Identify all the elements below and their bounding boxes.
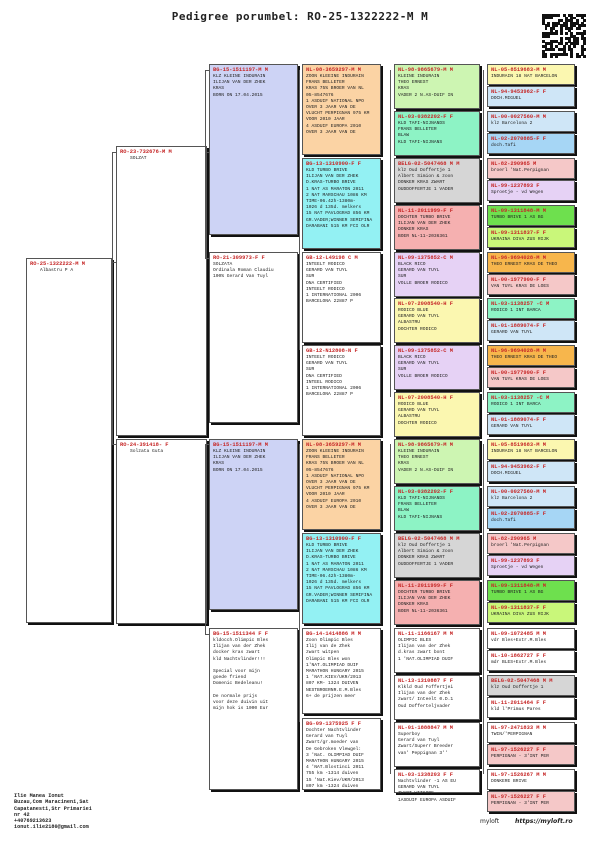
pigeon-details: PERPIGNAN - 3'INT PER: [491, 801, 549, 806]
pigeon-card[interactable]: [487, 744, 575, 765]
pigeon-details: Sproetje - vd Wegen: [491, 190, 544, 195]
ring-number: BELG-02-5047468 M M: [491, 678, 553, 684]
pigeon-card[interactable]: [302, 345, 381, 436]
pigeon-details: KLZ KLEINE INDURAIN ILIJAN VAN DER ZHEK KRAS BORN ON 17.04.2015: [213, 74, 266, 98]
pigeon-card[interactable]: [302, 439, 381, 530]
ring-number: NL-97-2471833 M M: [491, 725, 546, 731]
ring-number: NL-03-1138257 -C M: [491, 301, 550, 307]
ring-number: NL-09-1375852-C M: [398, 348, 453, 354]
ring-number: RO-25-1322222-M M: [30, 261, 85, 267]
ring-number: GB-12-N12808-N F: [306, 348, 358, 354]
ring-number: BELG-02-5047468 M M: [398, 536, 460, 542]
pigeon-card[interactable]: [487, 722, 575, 743]
ring-number: NL-07-2008540-H F: [398, 395, 453, 401]
pigeon-details: Superboy Gerard van Tuyl Zwart/Superr Breeder van' Peppignan 3'': [398, 732, 454, 756]
ring-number: RO-21-309973-F F: [213, 255, 265, 261]
ring-number: NL-97-1526227 F F: [491, 747, 546, 753]
tree-connector: [205, 444, 206, 634]
ring-number: NL-00-0027560-M M: [491, 114, 546, 120]
tree-connector: [205, 634, 209, 635]
ring-number: NL-96-9694028-M M: [491, 348, 546, 354]
pigeon-details: Sproetje - vd Wegen: [491, 565, 544, 570]
page-title: Pedigree porumbel: RO-25-1322222-M M: [171, 10, 429, 23]
pigeon-card[interactable]: [302, 252, 381, 343]
ring-number: NL-09-1375852-C M: [398, 255, 453, 261]
ring-number: NL-09-1072485 M M: [491, 631, 546, 637]
tree-connector: [483, 444, 484, 774]
pigeon-card[interactable]: [394, 205, 480, 250]
pigeon-details: KLD TURBO BRIVE ILIJAN VAN DER ZHEK D.KRAS-TURBO BRIVE 1 NAT AS MARATON 2011 2 NAT MARSCHAU 1086 KM TIME-06.42h-1380m- 1026 d 135d. melkers 15 NAT PAVLOGRAD 856 KM GR.VADER;WINNER SEMIFINA DARABANI 515 KM FCI OLR: [306, 168, 373, 229]
pigeon-details: GERARD VAN TUYL: [491, 330, 533, 335]
pigeon-card[interactable]: [394, 580, 480, 625]
tree-connector: [112, 152, 113, 444]
pigeon-card[interactable]: [116, 439, 207, 624]
pigeon-details: DOCHTER TURBO BRIVE ILIJAN VAN DER ZHEK DONKER KRAS BOER NL-11-2036361: [398, 215, 451, 239]
tree-connector: [205, 444, 209, 445]
pigeon-card[interactable]: [394, 158, 480, 203]
pigeon-details: INDURAIN 18 NAT BARCELON: [491, 449, 558, 454]
pigeon-card[interactable]: [487, 414, 575, 435]
pigeon-details: THEO ERNEST KRAS DE THEO: [491, 355, 558, 360]
pigeon-card[interactable]: [394, 252, 480, 297]
ring-number: NL-05-8519683-M M: [491, 442, 546, 448]
tree-connector: [205, 70, 209, 71]
ring-number: NL-82-290965 M: [491, 536, 537, 542]
ring-number: NL-97-1526267 M M: [491, 772, 546, 778]
pigeon-card[interactable]: [487, 791, 575, 812]
qr-code-icon: [542, 14, 586, 58]
ring-number: NL-03-0382202-F F: [398, 489, 453, 495]
pigeon-details: klz Oud Doffertje 1 Albert Simion & zoon DONKER KRAS ZWART OUDDOFFERTJE 1 VADER: [398, 543, 454, 567]
tree-connector: [390, 444, 391, 774]
pigeon-card[interactable]: [394, 392, 480, 437]
pigeon-card[interactable]: [394, 64, 480, 109]
site-link[interactable]: https://myloft.ro: [515, 818, 573, 825]
pigeon-card[interactable]: [487, 133, 575, 154]
ring-number: NL-13-1310887 F F: [398, 678, 453, 684]
ring-number: NL-00-0027560-M M: [491, 489, 546, 495]
pigeon-card[interactable]: [394, 345, 480, 390]
tree-connector: [112, 262, 116, 263]
pigeon-details: RODICO BLUE GERARD VAN TUYL ALBASTRU DOCHTER RODICO: [398, 402, 440, 426]
pigeon-card[interactable]: [209, 628, 298, 790]
ring-number: NL-94-9453962-F F: [491, 89, 546, 95]
pigeon-details: klz Oud Doffertje 1: [491, 685, 544, 690]
ring-number: NL-08-3659297-M M: [306, 67, 361, 73]
pigeon-card[interactable]: [487, 675, 575, 696]
pigeon-card[interactable]: [487, 650, 575, 671]
ring-number: NL-01-1889074-F F: [491, 417, 546, 423]
ring-number: BG-15-1511197-M M: [213, 67, 268, 73]
pigeon-details: klz Barcelona 2: [491, 496, 533, 501]
pigeon-card[interactable]: [487, 367, 575, 388]
pigeon-details: Dochter Nachtvlinder Gerard van Tuyl Zwart/gr.moeder van De Gebroken Vlewgel: 3 'Nat. OLIMPIAD DUIF MARATHON HUNGARY 2015 4 'NAT.Blostinci 2011 755 km -1314 duiven 15 'Nat.Kiev/UKR/2013 807 km -1324 duiven: [306, 728, 364, 789]
pigeon-details: DONKERE BRIVE: [491, 779, 527, 784]
pigeon-card[interactable]: [209, 252, 298, 423]
pigeon-details: UKRAINA DIVA ZUS RIJK: [491, 237, 549, 242]
pigeon-details: kldocch.Olimpic Bles Ilijan van der Zhek docker kras zwart kld Nachtvlinder!!! Special voor mijn goede friend Domenic Bedeleanu! De normale prijs voor deze duivin uit mijn hok is 1000 Eur: [213, 638, 269, 712]
pigeon-card[interactable]: [487, 697, 575, 718]
ring-number: NL-11-1166167 M M: [398, 631, 453, 637]
pigeon-details: doch.Tafi: [491, 143, 516, 148]
pigeon-details: INDURAIN 18 NAT BARCELON: [491, 74, 558, 79]
pigeon-card[interactable]: [487, 392, 575, 413]
ring-number: NL-07-2008540-H F: [398, 301, 453, 307]
pigeon-card[interactable]: [487, 180, 575, 201]
pigeon-details: VAN TUYL KRAS DE LOES: [491, 377, 549, 382]
pigeon-details: PERPIGNAN - 3'INT PER: [491, 754, 549, 759]
ring-number: NL-09-1311848-M M: [491, 583, 546, 589]
pigeon-card[interactable]: [487, 533, 575, 554]
pigeon-details: UKRAINA DIVA ZUS RIJK: [491, 612, 549, 617]
ring-number: BG-13-1310900-F F: [306, 536, 361, 542]
ring-number: NL-09-1311837-F F: [491, 605, 546, 611]
myloft-logo-icon: myloft: [480, 818, 500, 825]
pigeon-card[interactable]: [487, 345, 575, 366]
ring-number: NL-82-290965 M: [491, 161, 537, 167]
ring-number: NL-00-1977900-F F: [491, 370, 546, 376]
pigeon-details: TURBO BRIVE 1 AS BG: [491, 590, 544, 595]
pigeon-card[interactable]: [302, 158, 381, 249]
pigeon-details: vdr Bles+Extr.M.Bles: [491, 638, 547, 643]
pigeon-card[interactable]: [487, 769, 575, 790]
ring-number: BG-09-1375925 F F: [306, 721, 361, 727]
ring-number: NL-99-1237893 F: [491, 558, 540, 564]
pigeon-card[interactable]: [302, 64, 381, 155]
pigeon-details: doch.Tafi: [491, 518, 516, 523]
tree-connector: [112, 152, 116, 153]
pigeon-details: mdr BLES+Extr.M.Bles: [491, 660, 547, 665]
ring-number: NL-08-3659297-M M: [306, 442, 361, 448]
pigeon-card[interactable]: [487, 227, 575, 248]
pigeon-details: KLEINE INDURAIN THEO ERNEST KRAS VADER 2 N.AS-DUIF IN: [398, 74, 454, 98]
pigeon-card[interactable]: [394, 628, 480, 673]
pigeon-card[interactable]: [487, 508, 575, 529]
pigeon-card[interactable]: [487, 320, 575, 341]
pigeon-details: DOCH.MIGUEL: [491, 471, 522, 476]
ring-number: NL-10-1862727 F F: [491, 653, 546, 659]
pigeon-card[interactable]: [487, 602, 575, 623]
pigeon-details: SOLZAT: [130, 156, 147, 161]
pigeon-details: RODICO 1 INT BARCA: [491, 308, 541, 313]
pigeon-details: Solzata Guta: [130, 449, 164, 454]
pigeon-details: broerl 'Nat.Perpignan: [491, 168, 549, 173]
pigeon-details: VAN TUYL KRAS DE LOES: [491, 284, 549, 289]
pigeon-details: kld l'Primus Pares: [491, 707, 541, 712]
pigeon-card[interactable]: [394, 722, 480, 767]
ring-number: NL-09-1311837-F F: [491, 230, 546, 236]
pigeon-details: THEO ERNEST KRAS DE THEO: [491, 262, 558, 267]
ring-number: NL-11-2011999-F F: [398, 208, 453, 214]
ring-number: NL-98-9865679-M M: [398, 67, 453, 73]
tree-connector: [205, 258, 209, 259]
pigeon-details: Albastru P A: [40, 268, 74, 273]
pigeon-card[interactable]: [487, 628, 575, 649]
tree-connector: [112, 444, 116, 445]
ring-number: NL-96-9694028-M M: [491, 255, 546, 261]
pigeon-details: Klkld Oud Foffertjei Ilijan van der Zhek zwart/ Inteelt 0.D.1 Oud Dofferteljvader: [398, 685, 454, 709]
pigeon-details: TWIN/'PERPIGNAN: [491, 732, 533, 737]
breeder-contact: Ilie Manea Ionut Buzau,Com Maracineni,Sat Capatanesti,Str Primariei nr 42 +40769213623 ionut.ilie2180@gmail.com: [14, 793, 92, 831]
pigeon-details: GERARD VAN TUYL: [491, 424, 533, 429]
pigeon-details: KLD TURBO BRIVE ILIJAN VAN DER ZHEK D.KRAS-TURBO BRIVE 1 NAT AS MARATON 2011 2 NAT MARSCHAU 1086 KM TIME-06.42h-1380m- 1026 d 135d. melkers 15 NAT PAVLOGRAD 856 KM GR.VADER;WINNER SEMIFINA DARABANI 515 KM FCI OLR: [306, 543, 373, 604]
pigeon-details: Nachtvlinder -1 AS EU GERARD VAN TUYL ZWART WITKOPF 1ASDUIF EUROPA ASDUIF: [398, 779, 456, 803]
pigeon-details: BLACK RICO GERARD VAN TUYL SUR VOLLE BROER RODICO: [398, 262, 448, 286]
pigeon-card[interactable]: [487, 205, 575, 226]
tree-connector: [299, 444, 300, 722]
pigeon-card[interactable]: [209, 64, 298, 235]
ring-number: BG-14-1414886 M M: [306, 631, 361, 637]
pigeon-card[interactable]: [487, 555, 575, 576]
ring-number: BG-13-1310900-F F: [306, 161, 361, 167]
pigeon-details: klz Oud Doffertje 1 Albert Simion & zoon DONKER KRAS ZWART OUDDOFFERTJE 1 VADER: [398, 168, 454, 192]
pigeon-card[interactable]: [394, 533, 480, 578]
pigeon-card[interactable]: [209, 439, 298, 610]
pigeon-details: klz Barcelona 2: [491, 121, 533, 126]
ring-number: BG-15-1511197-M M: [213, 442, 268, 448]
ring-number: NL-01-1888847 M M: [398, 725, 453, 731]
ring-number: NL-97-1526227 F F: [491, 794, 546, 800]
ring-number: NL-02-2070885-F F: [491, 511, 546, 517]
tree-connector: [299, 70, 300, 350]
pigeon-details: KLZ KLEINE INDURAIN ILIJAN VAN DER ZHEK KRAS BORN ON 17.04.2015: [213, 449, 266, 473]
tree-connector: [205, 152, 209, 153]
pigeon-card[interactable]: [302, 628, 381, 714]
pigeon-card[interactable]: [487, 461, 575, 482]
pigeon-card[interactable]: [394, 111, 480, 156]
pigeon-card[interactable]: [394, 675, 480, 720]
pigeon-details: KLD TAFI-NIJNANDS FRANS BELLETER BLAW KLD TAFI-NIJNANS: [398, 121, 445, 145]
pigeon-details: KLEINE INDURAIN THEO ERNEST KRAS VADER 2 N.AS-DUIF IN: [398, 449, 454, 473]
pigeon-card[interactable]: [487, 64, 575, 85]
pigeon-details: INTEELT RODICO GERARD VAN TUYL SUR DNA CERTIFIED INTEELT RODICO 1 INTERNATIONAL 2006 BARCELONA 22887 P: [306, 262, 362, 305]
pigeon-details: RODICO BLUE GERARD VAN TUYL ALBASTRU DOCHTER RODICO: [398, 308, 440, 332]
pigeon-card[interactable]: [394, 486, 480, 531]
ring-number: NL-09-1311848-M M: [491, 208, 546, 214]
pigeon-card[interactable]: [394, 439, 480, 484]
pigeon-details: TURBO BRIVE 1 AS BG: [491, 215, 544, 220]
pigeon-card[interactable]: [302, 533, 381, 624]
ring-number: NL-02-2070885-F F: [491, 136, 546, 142]
ring-number: NL-99-1237893 F: [491, 183, 540, 189]
pigeon-card[interactable]: [487, 111, 575, 132]
ring-number: NL-94-9453962-F F: [491, 464, 546, 470]
pigeon-details: Zoon Olimpic Bles Ilij van de Zhek zwart witpen Olimpic Bles won 1'NAT.OLIMPIAD DUIF MARATHON HUNGARY 2015 1 'NAT.KIEV/UKR/2013 807 KM- 1324 DUIVEN NESTBROERNR.E.M.Bles 6+ de prijzen meer: [306, 638, 364, 699]
ring-number: NL-03-1338203 F F: [398, 772, 453, 778]
pigeon-card[interactable]: [487, 580, 575, 601]
tree-connector: [390, 70, 391, 397]
pigeon-details: DOCHTER TURBO BRIVE ILIJAN VAN DER ZHEK DONKER KRAS BOER NL-11-2036361: [398, 590, 451, 614]
ring-number: NL-00-1977900-F F: [491, 277, 546, 283]
pigeon-card[interactable]: [394, 298, 480, 343]
ring-number: NL-98-9865679-M M: [398, 442, 453, 448]
pigeon-card[interactable]: [487, 274, 575, 295]
pigeon-card[interactable]: [487, 486, 575, 507]
tree-connector: [205, 70, 206, 258]
ring-number: NL-03-0382202-F F: [398, 114, 453, 120]
ring-number: NL-11-2011464 F F: [491, 700, 546, 706]
pigeon-details: KLD TAFI-NIJNANDS FRANS BELLETER BLAW KLD TAFI-NIJNANS: [398, 496, 445, 520]
pigeon-card[interactable]: [394, 769, 480, 803]
pigeon-card[interactable]: [487, 86, 575, 107]
pigeon-card[interactable]: [487, 298, 575, 319]
pigeon-details: ZOON KLEEINE INDURAIN FRANS BELLETER KRAS 75% BROER VAN NL 05-8547676 1 ASDUIF NATIONAL NPO OVER 3 JAAR VAN DE VLUCHT PERPIGNAN 975 KM VOOR 2010 JAAR 4 ASDUIF EUROPA 2010 OVER 3 JAAR VAN DE: [306, 74, 370, 135]
tree-connector: [483, 70, 484, 400]
pigeon-details: DOCH.MIGUEL: [491, 96, 522, 101]
pigeon-card[interactable]: [487, 439, 575, 460]
pigeon-card[interactable]: [302, 718, 381, 790]
ring-number: NL-11-2011999-F F: [398, 583, 453, 589]
ring-number: BELG-02-5047468 M M: [398, 161, 460, 167]
ring-number: NL-05-8519683-M M: [491, 67, 546, 73]
ring-number: BG-15-1511344 F F: [213, 631, 268, 637]
pigeon-details: BLACK RICO GERARD VAN TUYL SUR VOLLE BROER RODICO: [398, 355, 448, 379]
ring-number: RO-24-391418- F: [120, 442, 169, 448]
pigeon-details: ZOON KLEEINE INDURAIN FRANS BELLETER KRAS 75% BROER VAN NL 05-8547676 1 ASDUIF NATIONAL NPO OVER 3 JAAR VAN DE VLUCHT PERPIGNAN 975 KM VOOR 2010 JAAR 4 ASDUIF EUROPA 2010 OVER 3 JAAR VAN DE: [306, 449, 370, 510]
pigeon-card[interactable]: [116, 146, 207, 436]
pigeon-details: broerl 'Nat.Perpignan: [491, 543, 549, 548]
pigeon-details: INTEELT RODICO GERARD VAN TUYL SUR DNA CERTIFIED INTEEL RODICO 1 INTERNATIONAL 2006 BARCELONA 22887 P: [306, 355, 362, 398]
ring-number: GB-12-L49198 C M: [306, 255, 358, 261]
pigeon-card[interactable]: [487, 158, 575, 179]
pigeon-details: RODICO 1 INT BARCA: [491, 402, 541, 407]
pigeon-details: SOLZATA Ordinala Roman Claudiu 100% Gerard Van Tuyl: [213, 262, 274, 280]
ring-number: NL-03-1138257 -C M: [491, 395, 550, 401]
pigeon-card[interactable]: [26, 258, 112, 623]
ring-number: NL-01-1889074-F F: [491, 323, 546, 329]
ring-number: RO-23-732676-M M: [120, 149, 172, 155]
pigeon-details: OLIMPIC BLES Ilijan van der Zhek d.kras zwart bont 1 'NAT.OLIMPIAD DUIF: [398, 638, 454, 662]
pigeon-card[interactable]: [487, 252, 575, 273]
